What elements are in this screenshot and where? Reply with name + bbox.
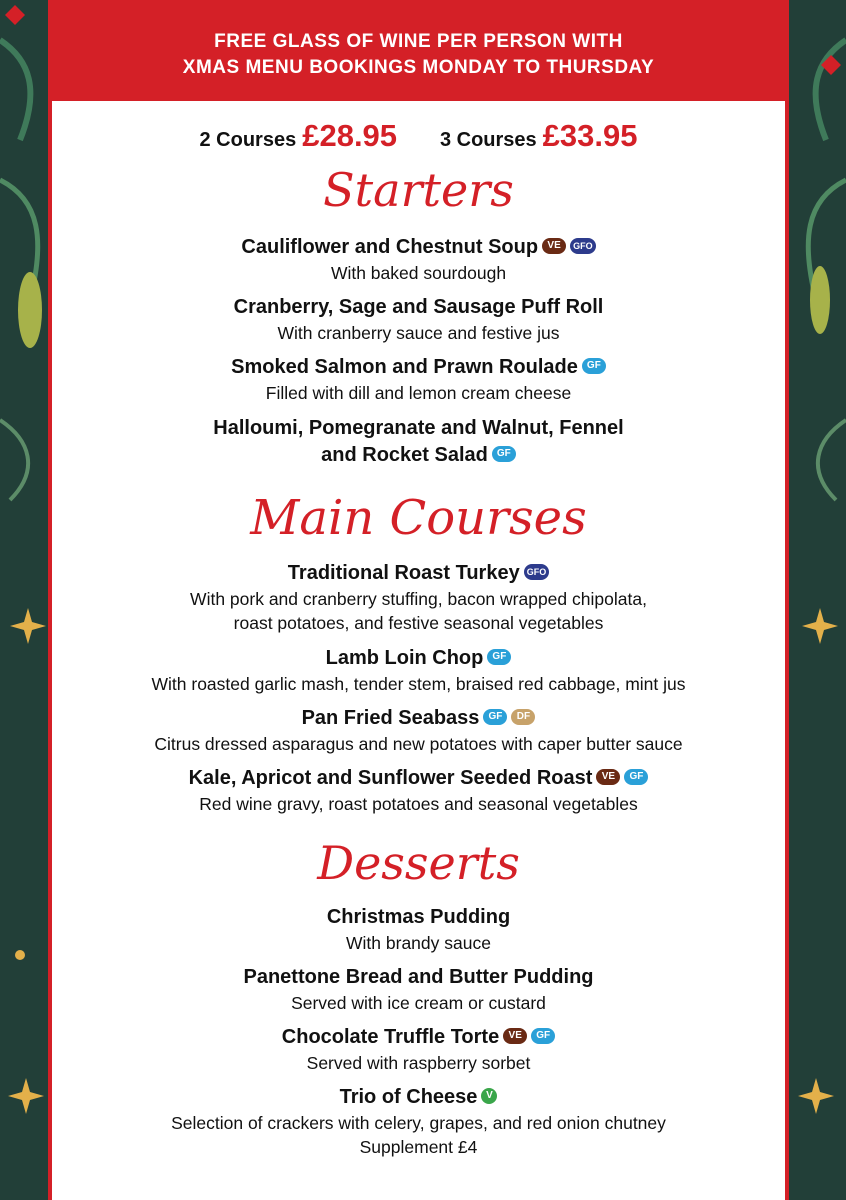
foliage-decoration-right <box>786 0 846 1200</box>
item-name: Cranberry, Sage and Sausage Puff Roll <box>233 296 604 318</box>
promo-banner <box>52 0 785 101</box>
vegan-badge-icon: VE <box>503 1028 527 1044</box>
main-courses-heading: Main Courses <box>250 490 587 546</box>
promo-line-1: FREE GLASS OF WINE PER PERSON WITH <box>214 31 623 52</box>
promo-line-2: XMAS MENU BOOKINGS MONDAY TO THURSDAY <box>182 57 655 78</box>
item-name: Kale, Apricot and Sunflower Seeded Roast <box>188 767 593 789</box>
menu-item <box>52 904 785 955</box>
item-description: With baked sourdough <box>330 263 507 283</box>
menu-item <box>52 294 785 345</box>
menu-item <box>52 1024 785 1075</box>
supplement-note: Supplement £4 <box>359 1137 478 1157</box>
starters-heading: Starters <box>323 163 514 217</box>
item-description: With brandy sauce <box>346 933 491 953</box>
vegetarian-badge-icon: V <box>481 1088 497 1104</box>
vegan-badge-icon: VE <box>596 769 620 785</box>
gluten-free-badge-icon: GF <box>483 709 507 725</box>
menu-item <box>52 560 785 635</box>
dairy-free-badge-icon: DF <box>511 709 535 725</box>
item-description: With roasted garlic mash, tender stem, braised red cabbage, mint jus <box>151 674 686 694</box>
menu-item <box>52 645 785 696</box>
vegan-badge-icon: VE <box>542 238 566 254</box>
gluten-free-badge-icon: GF <box>582 358 606 374</box>
two-course-label: 2 Courses <box>199 129 297 151</box>
item-description: Filled with dill and lemon cream cheese <box>265 383 572 403</box>
gluten-free-option-badge-icon: GFO <box>570 238 596 254</box>
two-course-price: £28.95 <box>302 118 398 153</box>
menu-item <box>52 705 785 756</box>
item-name: Halloumi, Pomegranate and Walnut, Fennel <box>213 417 624 439</box>
course-pricing <box>52 118 785 154</box>
item-description: Citrus dressed asparagus and new potatoes with caper butter sauce <box>154 734 683 754</box>
item-description: Served with raspberry sorbet <box>306 1053 531 1073</box>
gluten-free-badge-icon: GF <box>531 1028 555 1044</box>
menu-item <box>52 964 785 1015</box>
item-description: Selection of crackers with celery, grapes, and red onion chutney <box>171 1113 666 1133</box>
item-description: Served with ice cream or custard <box>291 993 546 1013</box>
item-name: Traditional Roast Turkey <box>287 562 520 584</box>
item-name: Trio of Cheese <box>339 1086 478 1108</box>
item-name: Christmas Pudding <box>326 906 511 928</box>
menu-item <box>52 354 785 405</box>
menu-item <box>52 415 785 469</box>
item-description-continued: roast potatoes, and festive seasonal vegetables <box>233 613 604 633</box>
menu-panel <box>48 0 789 1200</box>
three-course-price: £33.95 <box>542 118 638 153</box>
gluten-free-option-badge-icon: GFO <box>524 564 550 580</box>
item-name: Chocolate Truffle Torte <box>281 1026 500 1048</box>
right-decorative-border <box>786 0 846 1200</box>
item-description: With cranberry sauce and festive jus <box>277 323 560 343</box>
item-name: Smoked Salmon and Prawn Roulade <box>231 356 578 378</box>
gluten-free-badge-icon: GF <box>492 446 516 462</box>
item-name: Panettone Bread and Butter Pudding <box>243 966 594 988</box>
item-description: With pork and cranberry stuffing, bacon wrapped chipolata, <box>190 589 647 609</box>
three-course-label: 3 Courses <box>439 129 537 151</box>
item-description: Red wine gravy, roast potatoes and seasonal vegetables <box>199 794 638 814</box>
menu-item <box>52 1084 785 1159</box>
item-name: Pan Fried Seabass <box>301 707 480 729</box>
item-name-continued: and Rocket Salad <box>321 444 488 466</box>
menu-item <box>52 765 785 816</box>
item-name: Cauliflower and Chestnut Soup <box>241 236 539 258</box>
item-name: Lamb Loin Chop <box>325 647 484 669</box>
gluten-free-badge-icon: GF <box>487 649 511 665</box>
menu-item <box>52 234 785 285</box>
desserts-heading: Desserts <box>317 836 520 890</box>
gluten-free-badge-icon: GF <box>624 769 648 785</box>
